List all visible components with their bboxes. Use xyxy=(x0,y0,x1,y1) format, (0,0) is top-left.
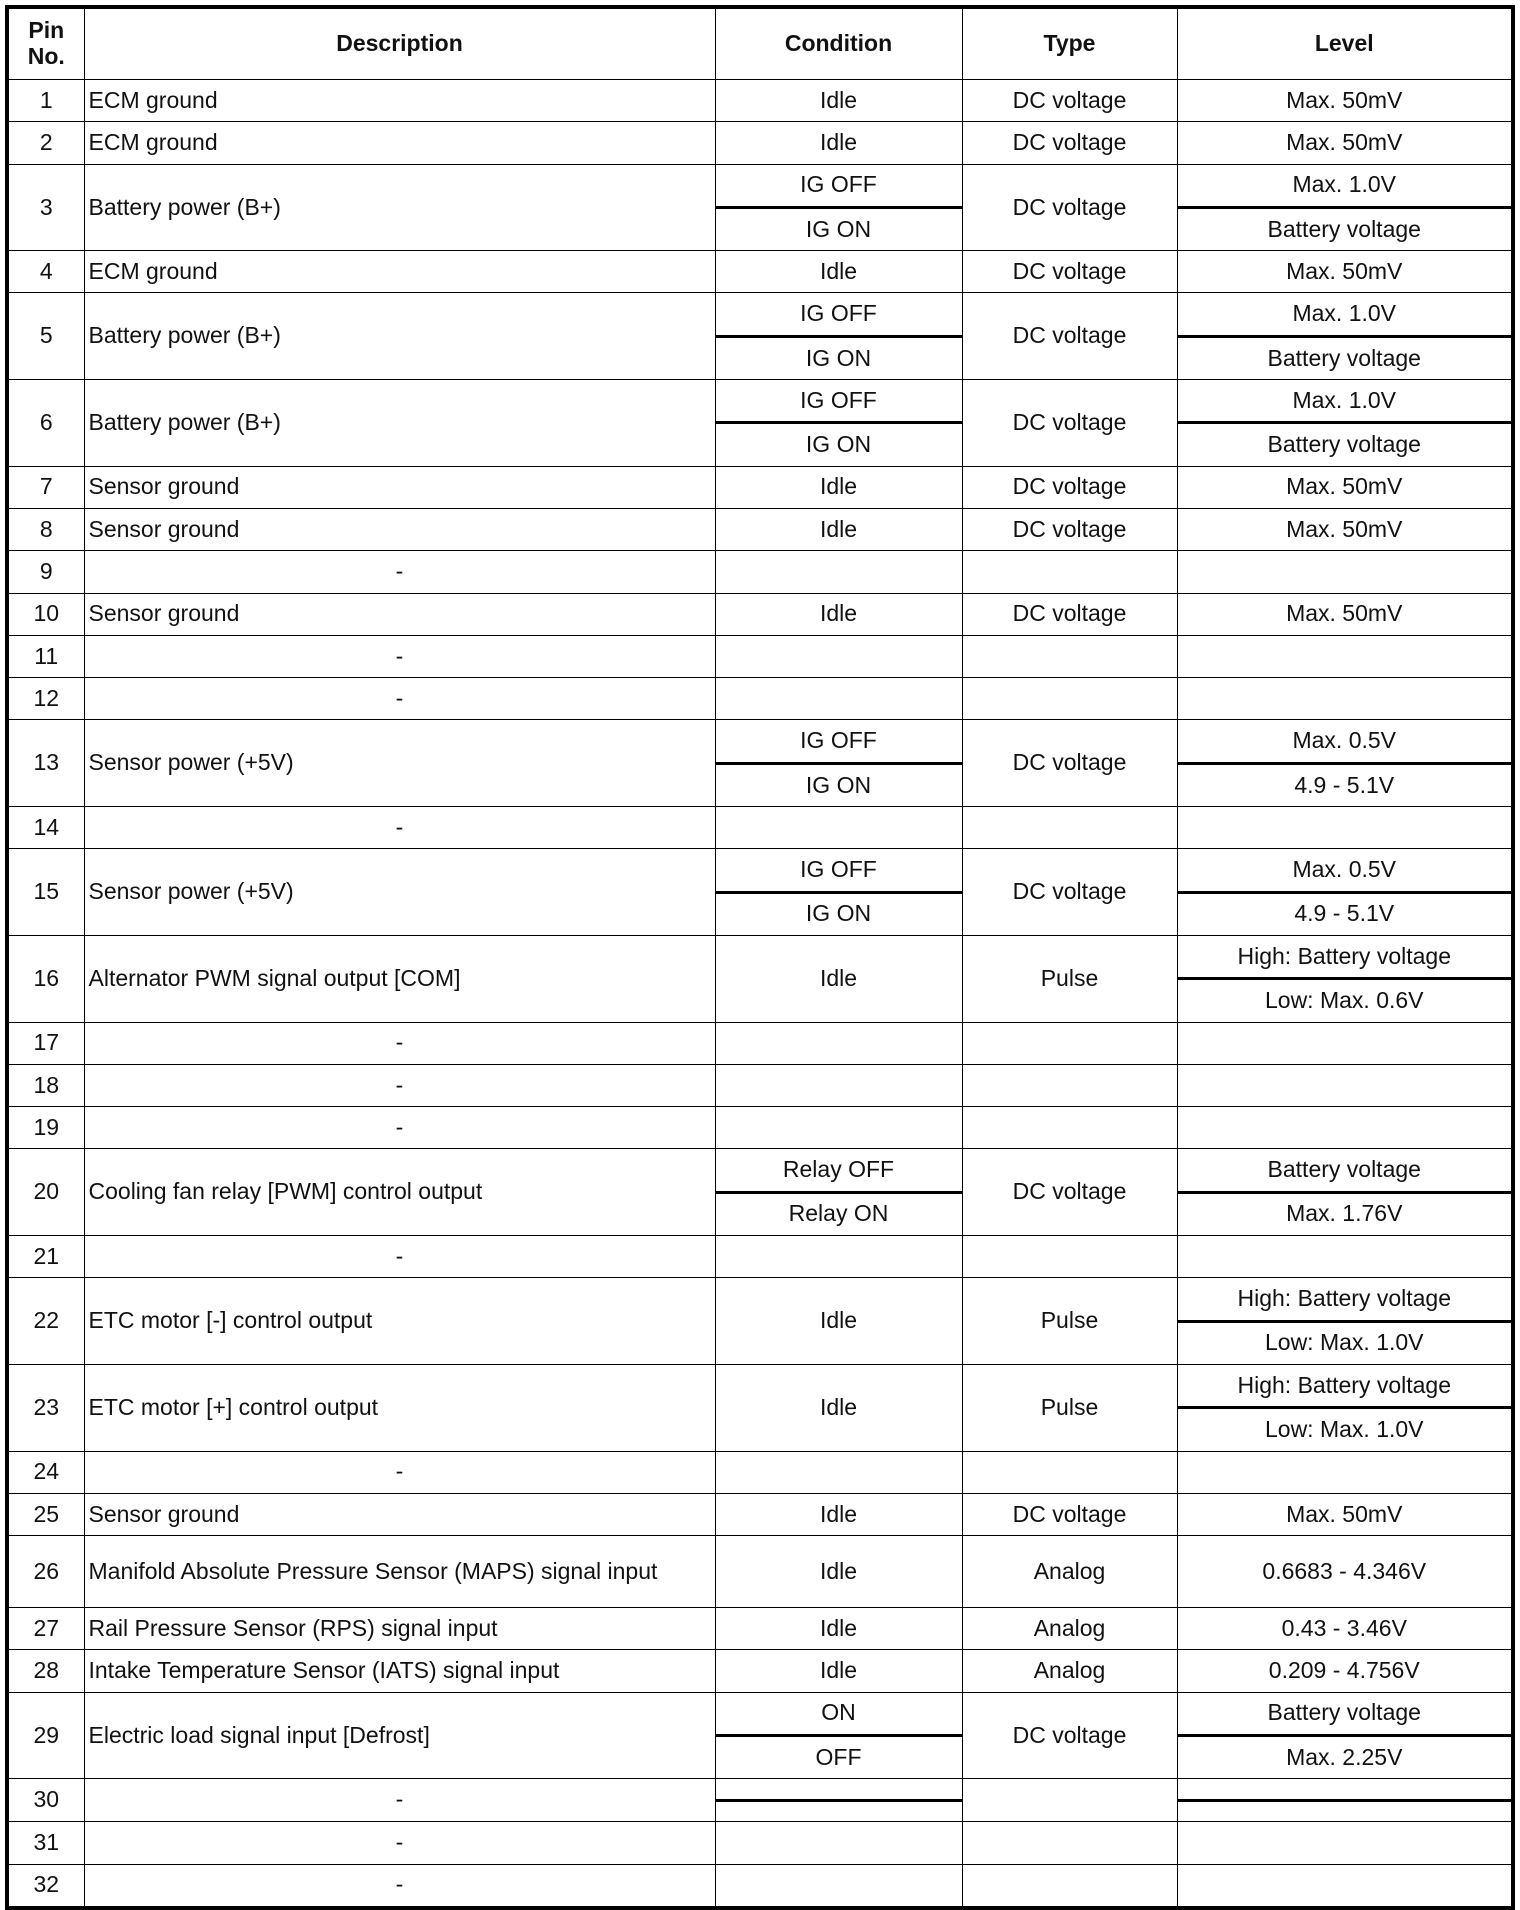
pin-number: 18 xyxy=(7,1064,84,1106)
type xyxy=(962,678,1177,720)
pin-number: 1 xyxy=(7,80,84,122)
type: DC voltage xyxy=(962,720,1177,807)
level xyxy=(1177,807,1513,849)
condition: IG ON xyxy=(715,763,962,806)
pin-number: 4 xyxy=(7,251,84,293)
type: DC voltage xyxy=(962,1149,1177,1236)
condition xyxy=(715,1822,962,1864)
level: Max. 2.25V xyxy=(1177,1735,1513,1778)
level xyxy=(1177,551,1513,593)
pin-number: 19 xyxy=(7,1107,84,1149)
level xyxy=(1177,1800,1513,1822)
condition xyxy=(715,1779,962,1801)
level: Max. 50mV xyxy=(1177,593,1513,635)
table-row xyxy=(7,1864,1513,1908)
description: Rail Pressure Sensor (RPS) signal input xyxy=(84,1608,715,1650)
level: Max. 1.0V xyxy=(1177,164,1513,207)
table-row xyxy=(7,508,1513,550)
condition xyxy=(715,1451,962,1493)
description: Sensor ground xyxy=(84,508,715,550)
table-row xyxy=(7,1278,1513,1321)
level xyxy=(1177,1864,1513,1908)
condition xyxy=(715,1107,962,1149)
condition xyxy=(715,1064,962,1106)
header-pin: Pin No. xyxy=(7,7,84,80)
level: Max. 50mV xyxy=(1177,251,1513,293)
pin-number: 17 xyxy=(7,1022,84,1064)
pin-number: 21 xyxy=(7,1236,84,1278)
condition: Idle xyxy=(715,251,962,293)
table-row xyxy=(7,293,1513,336)
pin-number: 5 xyxy=(7,293,84,380)
pin-number: 13 xyxy=(7,720,84,807)
level xyxy=(1177,1779,1513,1801)
type: Analog xyxy=(962,1536,1177,1608)
description: ECM ground xyxy=(84,251,715,293)
condition xyxy=(715,1800,962,1822)
condition: IG ON xyxy=(715,892,962,935)
level: 0.6683 - 4.346V xyxy=(1177,1536,1513,1608)
description: Battery power (B+) xyxy=(84,293,715,380)
table-row xyxy=(7,635,1513,677)
description: - xyxy=(84,635,715,677)
level: Max. 0.5V xyxy=(1177,849,1513,892)
condition: Idle xyxy=(715,935,962,1022)
level: 4.9 - 5.1V xyxy=(1177,763,1513,806)
type xyxy=(962,807,1177,849)
description: Battery power (B+) xyxy=(84,164,715,251)
condition xyxy=(715,551,962,593)
level: Battery voltage xyxy=(1177,207,1513,250)
description: - xyxy=(84,1022,715,1064)
type xyxy=(962,1064,1177,1106)
table-row xyxy=(7,593,1513,635)
level: Low: Max. 1.0V xyxy=(1177,1321,1513,1364)
condition: IG ON xyxy=(715,423,962,466)
condition xyxy=(715,807,962,849)
type xyxy=(962,1779,1177,1822)
condition: IG OFF xyxy=(715,293,962,336)
header-condition: Condition xyxy=(715,7,962,80)
table-row xyxy=(7,1779,1513,1801)
level: High: Battery voltage xyxy=(1177,1278,1513,1321)
description: - xyxy=(84,1779,715,1822)
level xyxy=(1177,1822,1513,1864)
type xyxy=(962,1107,1177,1149)
pin-number: 15 xyxy=(7,849,84,936)
description: Cooling fan relay [PWM] control output xyxy=(84,1149,715,1236)
table-row xyxy=(7,551,1513,593)
table-row xyxy=(7,164,1513,207)
level: Battery voltage xyxy=(1177,1149,1513,1192)
table-row xyxy=(7,1064,1513,1106)
condition xyxy=(715,1236,962,1278)
table-row xyxy=(7,678,1513,720)
type xyxy=(962,551,1177,593)
table-row xyxy=(7,466,1513,508)
header-type: Type xyxy=(962,7,1177,80)
description: ETC motor [-] control output xyxy=(84,1278,715,1365)
pin-number: 30 xyxy=(7,1779,84,1822)
table-row xyxy=(7,935,1513,978)
condition: Idle xyxy=(715,508,962,550)
type: DC voltage xyxy=(962,251,1177,293)
condition: IG OFF xyxy=(715,849,962,892)
level xyxy=(1177,1236,1513,1278)
pin-number: 12 xyxy=(7,678,84,720)
description: Battery power (B+) xyxy=(84,380,715,467)
type xyxy=(962,1022,1177,1064)
type: Analog xyxy=(962,1650,1177,1692)
table-row xyxy=(7,80,1513,122)
pin-number: 8 xyxy=(7,508,84,550)
condition: IG ON xyxy=(715,207,962,250)
table-row xyxy=(7,1022,1513,1064)
level: High: Battery voltage xyxy=(1177,1364,1513,1407)
pin-number: 14 xyxy=(7,807,84,849)
table-row xyxy=(7,1822,1513,1864)
description: Sensor ground xyxy=(84,593,715,635)
type: DC voltage xyxy=(962,122,1177,164)
table-row xyxy=(7,122,1513,164)
type: Pulse xyxy=(962,1364,1177,1451)
pin-number: 27 xyxy=(7,1608,84,1650)
table-row xyxy=(7,1364,1513,1407)
type xyxy=(962,1451,1177,1493)
condition: IG OFF xyxy=(715,164,962,207)
level: 0.209 - 4.756V xyxy=(1177,1650,1513,1692)
level: Battery voltage xyxy=(1177,1692,1513,1735)
condition: IG OFF xyxy=(715,380,962,423)
level xyxy=(1177,678,1513,720)
level xyxy=(1177,1022,1513,1064)
type: Analog xyxy=(962,1608,1177,1650)
table-row xyxy=(7,1236,1513,1278)
condition: IG OFF xyxy=(715,720,962,763)
condition: Idle xyxy=(715,1364,962,1451)
condition: Idle xyxy=(715,1278,962,1365)
condition: Idle xyxy=(715,80,962,122)
description: ECM ground xyxy=(84,80,715,122)
pin-number: 7 xyxy=(7,466,84,508)
description: Alternator PWM signal output [COM] xyxy=(84,935,715,1022)
pin-table xyxy=(5,5,1515,1910)
description: - xyxy=(84,1822,715,1864)
pin-number: 2 xyxy=(7,122,84,164)
type: DC voltage xyxy=(962,80,1177,122)
pin-number: 23 xyxy=(7,1364,84,1451)
description: - xyxy=(84,1236,715,1278)
description: - xyxy=(84,678,715,720)
pin-number: 32 xyxy=(7,1864,84,1908)
pin-number: 16 xyxy=(7,935,84,1022)
condition: Idle xyxy=(715,1493,962,1535)
description: - xyxy=(84,1451,715,1493)
table-row xyxy=(7,251,1513,293)
level: Max. 50mV xyxy=(1177,508,1513,550)
pin-number: 29 xyxy=(7,1692,84,1779)
condition xyxy=(715,1022,962,1064)
type: DC voltage xyxy=(962,508,1177,550)
pin-number: 31 xyxy=(7,1822,84,1864)
pin-number: 20 xyxy=(7,1149,84,1236)
condition xyxy=(715,635,962,677)
type: DC voltage xyxy=(962,293,1177,380)
type: Pulse xyxy=(962,935,1177,1022)
level xyxy=(1177,1451,1513,1493)
condition: Relay OFF xyxy=(715,1149,962,1192)
description: ETC motor [+] control output xyxy=(84,1364,715,1451)
level: Max. 50mV xyxy=(1177,1493,1513,1535)
table-row xyxy=(7,1107,1513,1149)
level: Max. 50mV xyxy=(1177,122,1513,164)
condition: ON xyxy=(715,1692,962,1735)
type xyxy=(962,1864,1177,1908)
condition: Idle xyxy=(715,466,962,508)
header-description: Description xyxy=(84,7,715,80)
type: DC voltage xyxy=(962,1493,1177,1535)
condition: Idle xyxy=(715,593,962,635)
description: - xyxy=(84,1864,715,1908)
description: Sensor power (+5V) xyxy=(84,849,715,936)
type: DC voltage xyxy=(962,380,1177,467)
level: Max. 1.0V xyxy=(1177,293,1513,336)
pin-number: 26 xyxy=(7,1536,84,1608)
type: DC voltage xyxy=(962,593,1177,635)
table-row xyxy=(7,380,1513,423)
condition: Idle xyxy=(715,1608,962,1650)
description: - xyxy=(84,1107,715,1149)
table-body xyxy=(7,80,1513,1908)
type: DC voltage xyxy=(962,164,1177,251)
table-row xyxy=(7,849,1513,892)
header-level: Level xyxy=(1177,7,1513,80)
header-row xyxy=(7,7,1513,80)
table-row xyxy=(7,1149,1513,1192)
description: Intake Temperature Sensor (IATS) signal input xyxy=(84,1650,715,1692)
level xyxy=(1177,1107,1513,1149)
type: DC voltage xyxy=(962,849,1177,936)
description: Sensor power (+5V) xyxy=(84,720,715,807)
condition xyxy=(715,1864,962,1908)
table-row xyxy=(7,1650,1513,1692)
pin-number: 25 xyxy=(7,1493,84,1535)
pin-number: 3 xyxy=(7,164,84,251)
level: Max. 50mV xyxy=(1177,80,1513,122)
condition: Idle xyxy=(715,122,962,164)
description: ECM ground xyxy=(84,122,715,164)
pin-number: 10 xyxy=(7,593,84,635)
level: 0.43 - 3.46V xyxy=(1177,1608,1513,1650)
description: - xyxy=(84,807,715,849)
type: DC voltage xyxy=(962,1692,1177,1779)
type: DC voltage xyxy=(962,466,1177,508)
level: Low: Max. 0.6V xyxy=(1177,979,1513,1022)
pin-number: 9 xyxy=(7,551,84,593)
condition: Idle xyxy=(715,1536,962,1608)
pin-number: 6 xyxy=(7,380,84,467)
description: - xyxy=(84,551,715,593)
description: Manifold Absolute Pressure Sensor (MAPS) signal input xyxy=(84,1536,715,1608)
table-row xyxy=(7,1536,1513,1608)
type xyxy=(962,1236,1177,1278)
pin-number: 28 xyxy=(7,1650,84,1692)
condition: OFF xyxy=(715,1735,962,1778)
condition: Relay ON xyxy=(715,1192,962,1235)
level: Max. 1.76V xyxy=(1177,1192,1513,1235)
pin-number: 24 xyxy=(7,1451,84,1493)
level: Low: Max. 1.0V xyxy=(1177,1408,1513,1451)
level: Battery voltage xyxy=(1177,423,1513,466)
pin-number: 11 xyxy=(7,635,84,677)
description: Sensor ground xyxy=(84,1493,715,1535)
condition xyxy=(715,678,962,720)
type: Pulse xyxy=(962,1278,1177,1365)
condition: IG ON xyxy=(715,336,962,379)
level: Max. 1.0V xyxy=(1177,380,1513,423)
level xyxy=(1177,635,1513,677)
description: Electric load signal input [Defrost] xyxy=(84,1692,715,1779)
description: - xyxy=(84,1064,715,1106)
table-row xyxy=(7,1493,1513,1535)
condition: Idle xyxy=(715,1650,962,1692)
table-row xyxy=(7,720,1513,763)
level xyxy=(1177,1064,1513,1106)
description: Sensor ground xyxy=(84,466,715,508)
table-row xyxy=(7,1451,1513,1493)
type xyxy=(962,1822,1177,1864)
table-row xyxy=(7,1692,1513,1735)
table-row xyxy=(7,1608,1513,1650)
level: Battery voltage xyxy=(1177,336,1513,379)
level: High: Battery voltage xyxy=(1177,935,1513,978)
type xyxy=(962,635,1177,677)
table-row xyxy=(7,807,1513,849)
level: Max. 50mV xyxy=(1177,466,1513,508)
level: 4.9 - 5.1V xyxy=(1177,892,1513,935)
level: Max. 0.5V xyxy=(1177,720,1513,763)
pin-number: 22 xyxy=(7,1278,84,1365)
